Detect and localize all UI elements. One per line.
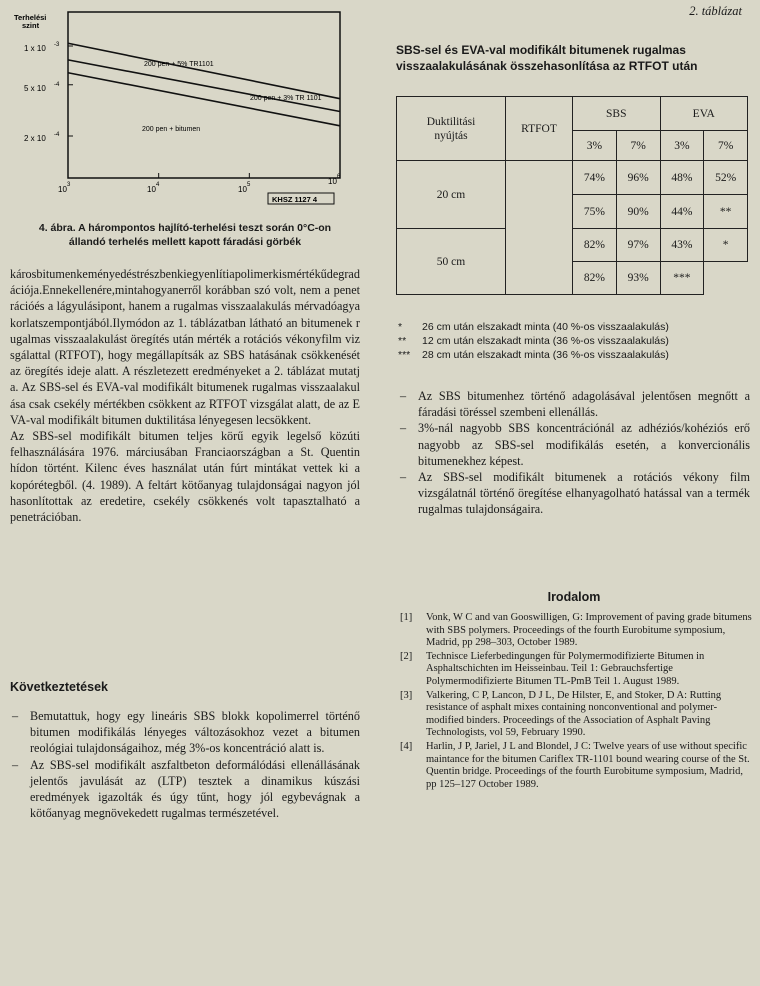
x-tick-label: 10	[238, 185, 247, 194]
table-cell: *	[704, 229, 748, 262]
right-bullet-list	[398, 388, 750, 518]
x-tick-exp: 3	[67, 182, 71, 188]
table-cell: 75%	[573, 195, 617, 229]
table-cell: 82%	[573, 262, 617, 295]
header-cell-ductility	[397, 97, 506, 161]
left-body-text	[10, 266, 360, 525]
note-text: 12 cm után elszakadt minta (36 %-os visszaalakulás)	[422, 335, 669, 347]
subheader-cell: 3%	[660, 131, 704, 161]
figure-4	[0, 0, 370, 260]
subheader-cell: 7%	[704, 131, 748, 161]
table-cell: 96%	[616, 161, 660, 195]
x-tick-label: 10	[58, 185, 67, 194]
table-notes	[398, 320, 750, 362]
note-text: 28 cm után elszakadt minta (36 %-os visszaalakulás)	[422, 349, 669, 361]
y-tick-label: 2 x 10	[24, 134, 46, 143]
x-tick-exp: 4	[156, 182, 160, 188]
table-cell: ***	[660, 262, 704, 295]
series-line	[68, 43, 340, 98]
conclusions-list	[10, 708, 360, 821]
table-row	[397, 229, 748, 262]
reference-item	[400, 741, 752, 791]
reference-number: [4]	[400, 740, 413, 752]
table-cell	[704, 262, 748, 295]
y-axis-title-line2: szint	[22, 21, 40, 30]
x-tick-exp: 6	[337, 174, 341, 180]
table-cell: 44%	[660, 195, 704, 229]
y-axis-title-line1: Terhelési	[14, 13, 47, 22]
header-text: Duktilitási	[426, 115, 476, 128]
table-title-line1: SBS-sel és EVA-val modifikált bitumenek rugalmas	[396, 43, 686, 57]
note-mark: **	[398, 335, 407, 347]
table-cell: 82%	[573, 229, 617, 262]
bullet-item: – Az SBS bitumenhez történő adagolásával jelentősen megnőtt a fáradási töréssel szembeni ellenállás.	[398, 388, 750, 420]
table-cell: 74%	[573, 161, 617, 195]
y-tick-exp: -3	[54, 42, 60, 48]
reference-text: Harlin, J P, Jariel, J L and Blondel, J C: Twelve years of use without specific maintance for the bitumen Cariflex TR-1101 bound wearing course of the St. Quentin bridge. Proceedings of the fourth Eurobitume symposium, Madrid, pp 125–127 October 1989.	[426, 740, 750, 790]
y-tick-exp: -4	[54, 132, 60, 138]
bullet-item: – Az SBS-sel modifikált bitumenek a rotációs vékony film vizsgálatnál történő öregítése elhanyagolható hatással van a termék rugalmas tulajdonságaira.	[398, 469, 750, 518]
note-mark: *	[398, 321, 403, 333]
table-row	[397, 161, 748, 195]
table-note	[398, 348, 750, 362]
paragraph: Az SBS-sel modifikált bitumen teljes körű egyik legelső közúti felhasználására 1976. márciusában Franciaországban a St. Quentin hídon történt. Kilenc éves használat után fúrt mintákat vettek ki a kopórétegből. (4. 1989). A feltárt kötőanyag tulajdonságai nagyon jól hasonlítottak az eredetire, csekély csökkenés volt tapasztalható a penetrációban.	[10, 429, 360, 525]
table-cell: 93%	[616, 262, 660, 295]
table-title-line2: visszaalakulásának összehasonlítása az RTFOT után	[396, 59, 698, 73]
subheader-cell: 3%	[573, 131, 617, 161]
conclusion-item: – Az SBS-sel modifikált aszfaltbeton deformálódási ellenállásának jelentős javulását az (LTP) tesztek a dinamikus kúszási eredmények igazolták és úgy tűnt, hogy jól egybevágnak a kötőanyag megnövekedett rugalmas természetével.	[10, 757, 360, 822]
paragraph: károsbitumenkeményedéstrészbenkiegyenlítiapolimerkismértékűdegradációja.Ennekellenére,mintahogyanerről korábban szó volt, nem a penetrációés a lágyulásipont, hanem a rugalmas visszaalakulás mérvadóagyakorlatszempontjából.Ilymódon az 1. táblázatban látható an bitumenek rugalmas visszaalakulást öregítés után mérték a rotációs vékonyfilm vizsgálattal (RTFOT), hogy megállapítsák az SBS hatásának csökkenését az öregítés ideje alatt. A részletezett eredményeket a 2. táblázat mutatja. Az SBS-sel és EVA-val modifikált bitumenek rugalmas visszaalakulása csak csekély mértékben csökkent az RTFOT vizsgálat alatt, de az EVA-val modifikált bitumen duktilitása lényegesen lecsökkent.	[10, 267, 360, 427]
table-title	[396, 42, 750, 74]
table-cell: 43%	[660, 229, 704, 262]
header-cell-rtfot: RTFOT	[506, 97, 573, 161]
conclusions-heading: Következtetések	[10, 680, 108, 694]
reference-text: Vonk, W C and van Gooswilligen, G: Improvement of paving grade bitumens with SBS polymers. Proceedings of the fourth Eurobitume symposium, Madrid, pp 298–303, October 1989.	[426, 612, 752, 649]
y-tick-label: 5 x 10	[24, 84, 46, 93]
fatigue-curve-chart	[0, 0, 370, 215]
x-tick-exp: 5	[247, 182, 251, 188]
table-cell: 52%	[704, 161, 748, 195]
table-note	[398, 320, 750, 334]
header-cell-sbs: SBS	[573, 97, 661, 131]
stamp-text: KHSZ 1127 4	[272, 195, 318, 204]
table-cell: **	[704, 195, 748, 229]
table-cell: 48%	[660, 161, 704, 195]
rtfot-cell	[506, 161, 573, 229]
figure-caption-line2: állandó terhelés mellett kapott fáradási görbék	[68, 236, 302, 248]
table-note	[398, 334, 750, 348]
y-tick-label: 1 x 10	[24, 44, 46, 53]
x-tick-label: 10	[328, 177, 337, 186]
reference-text: Valkering, C P, Lancon, D J L, De Hilster, E, and Stoker, D A: Rutting resistance of asphalt mixes containing nonconventional and polymer-modified binders. Proceedings of the Association of Asphalt Paving Technologists, vol 59, February 1990.	[426, 689, 722, 739]
series-label: 200 pen + 5% TR1101	[144, 61, 214, 68]
figure-caption-line1: 4. ábra. A hárompontos hajlító-terhelési teszt során 0°C-on	[38, 222, 332, 234]
rtfot-cell	[506, 229, 573, 295]
note-text: 26 cm után elszakadt minta (40 %-os visszaalakulás)	[422, 321, 669, 333]
row-group-label: 50 cm	[397, 229, 506, 295]
header-cell-eva: EVA	[660, 97, 748, 131]
reference-number: [2]	[400, 650, 413, 662]
bullet-item: – 3%-nál nagyobb SBS koncentrációnál az adhéziós/kohéziós erő nagyobb az SBS-sel modifikálás esetén, a konvercionális bitumenekhez képest.	[398, 420, 750, 469]
references-list	[400, 612, 752, 792]
reference-item	[400, 612, 752, 650]
reference-number: [3]	[400, 689, 413, 701]
reference-item	[400, 651, 752, 689]
subheader-cell: 7%	[616, 131, 660, 161]
table-cell: 97%	[616, 229, 660, 262]
reference-text: Technisce Lieferbedingungen für Polymermodifizierte Bitumen in Asphaltschichten im Heisseinbau. Teil 1: Gebrauchsfertige Polymermodifizierte Bitumen TL-PmB Teil 1. August 1989.	[426, 650, 705, 687]
table-cell: 90%	[616, 195, 660, 229]
table-number-tag: 2. táblázat	[689, 4, 742, 18]
series-label: 200 pen + bitumen	[142, 126, 201, 133]
y-tick-exp: -4	[54, 82, 60, 88]
conclusion-item: – Bemutattuk, hogy egy lineáris SBS blokk kopolimerrel történő bitumen modifikálás lényeges változásokhoz vezet a bitumen reológiai tulajdonságaihoz, még 3%-os koncentráció alatt is.	[10, 708, 360, 757]
header-text: nyújtás	[434, 129, 468, 142]
x-tick-label: 10	[147, 185, 156, 194]
comparison-table	[396, 96, 748, 295]
series-label: 200 pen + 3% TR 1101	[250, 95, 322, 102]
reference-item	[400, 690, 752, 740]
reference-number: [1]	[400, 612, 413, 623]
references-heading: Irodalom	[547, 590, 601, 604]
note-mark: ***	[398, 349, 411, 361]
row-group-label: 20 cm	[397, 161, 506, 229]
